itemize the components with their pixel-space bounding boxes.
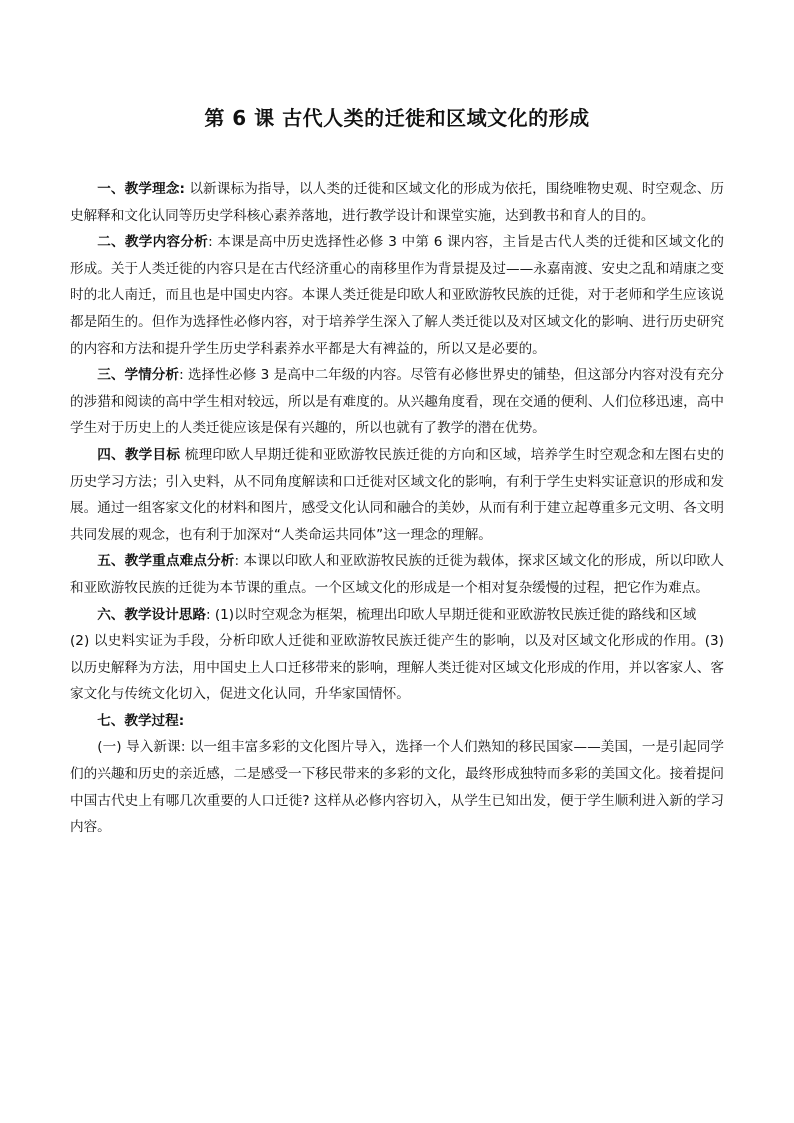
section-heading: 五、教学重点难点分析 [97, 553, 235, 570]
section-heading: 一、教学理念: [97, 181, 185, 197]
lesson-title: 第 6 课 古代人类的迁徙和区域文化的形成 [204, 106, 590, 130]
section-heading: 四、教学目标 [97, 446, 181, 463]
section-teaching-process [70, 708, 724, 735]
section-text: : 选择性必修 3 是高中二年级的内容。尽管有必修世界史的铺垫，但这部分内容对没有充分的涉猎和阅读的高中学生相对较远，所以是有难度的。从兴趣角度看，现在交通的便利、人们位移迅速，高中学生对于历史上的人类迁徙应该是保有兴趣的，所以也就有了教学的潜在优势。 [70, 367, 724, 437]
section-design-ideas [70, 602, 724, 629]
section-introduction [70, 734, 724, 840]
section-text: 以新课标为指导，以人类的迁徙和区域文化的形成为依托，围绕唯物史观、时空观念、历史解释和文化认同等历史学科核心素养落地，进行教学设计和课堂实施，达到教书和育人的目的。 [70, 181, 724, 224]
section-text: (2) 以史料实证为手段，分析印欧人迁徙和亚欧游牧民族迁徙产生的影响，以及对区域文化形成的作用。(3) 以历史解释为方法，用中国史上人口迁移带来的影响，理解人类迁徙对区域文化形成的作用，并以客家人、客家文化与传统文化切入，促进文化认同，升华家国情怀。 [70, 633, 724, 703]
section-heading: 三、学情分析 [97, 367, 180, 384]
section-text: 梳理印欧人早期迁徙和亚欧游牧民族迁徙的方向和区域，培养学生时空观念和左图右史的历史学习方法；引入史料，从不同角度解读和口迁徙对区域文化的影响，有利于学生史料实证意识的形成和发展。通过一组客家文化的材料和图片，感受文化认同和融合的美妙，从而有利于建立起尊重多元文明、各文明共同发展的观念，也有利于加深对“人类命运共同体”这一理念的理解。 [70, 446, 724, 543]
section-heading: 二、教学内容分析 [97, 234, 209, 251]
section-key-difficulties [70, 548, 724, 601]
section-content-analysis [70, 229, 724, 362]
document-body [70, 176, 724, 841]
section-text: : 本课以印欧人和亚欧游牧民族的迁徙为载体，探求区域文化的形成，所以印欧人和亚欧游牧民族的迁徙为本节课的重点。一个区域文化的形成是一个相对复杂缓慢的过程，把它作为难点。 [70, 553, 724, 596]
section-text: : 本课是高中历史选择性必修 3 中第 6 课内容，主旨是古代人类的迁徙和区域文化的形成。关于人类迁徙的内容只是在古代经济重心的南移里作为背景提及过——永嘉南渡、安史之乱和靖康之变时的北人南迁，而且也是中国史内容。本课人类迁徙是印欧人和亚欧游牧民族的迁徙，对于老师和学生应该说都是陌生的。但作为选择性必修内容，对于培养学生深入了解人类迁徙以及对区域文化的影响、进行历史研究的内容和方法和提升学生历史学科素养水平都是大有裨益的，所以又是必要的。 [70, 234, 724, 357]
section-text: : (1)以时空观念为框架，梳理出印欧人早期迁徙和亚欧游牧民族迁徙的路线和区域 [205, 606, 697, 623]
section-text: (一) 导入新课: 以一组丰富多彩的文化图片导入，选择一个人们熟知的移民国家——美国，一是引起同学们的兴趣和历史的亲近感，二是感受一下移民带来的多彩的文化，最终形成独特而多彩的美国文化。接着提问中国古代史上有哪几次重要的人口迁徙? 这样从必修内容切入，从学生已知出发，便于学生顺利进入新的学习内容。 [70, 739, 724, 836]
section-teaching-goals [70, 442, 724, 548]
section-heading: 六、教学设计思路 [97, 606, 206, 623]
document-page [70, 0, 724, 841]
section-design-ideas-continued [70, 628, 724, 708]
section-teaching-philosophy [70, 176, 724, 229]
section-learner-analysis [70, 362, 724, 442]
section-heading: 七、教学过程: [97, 712, 185, 729]
